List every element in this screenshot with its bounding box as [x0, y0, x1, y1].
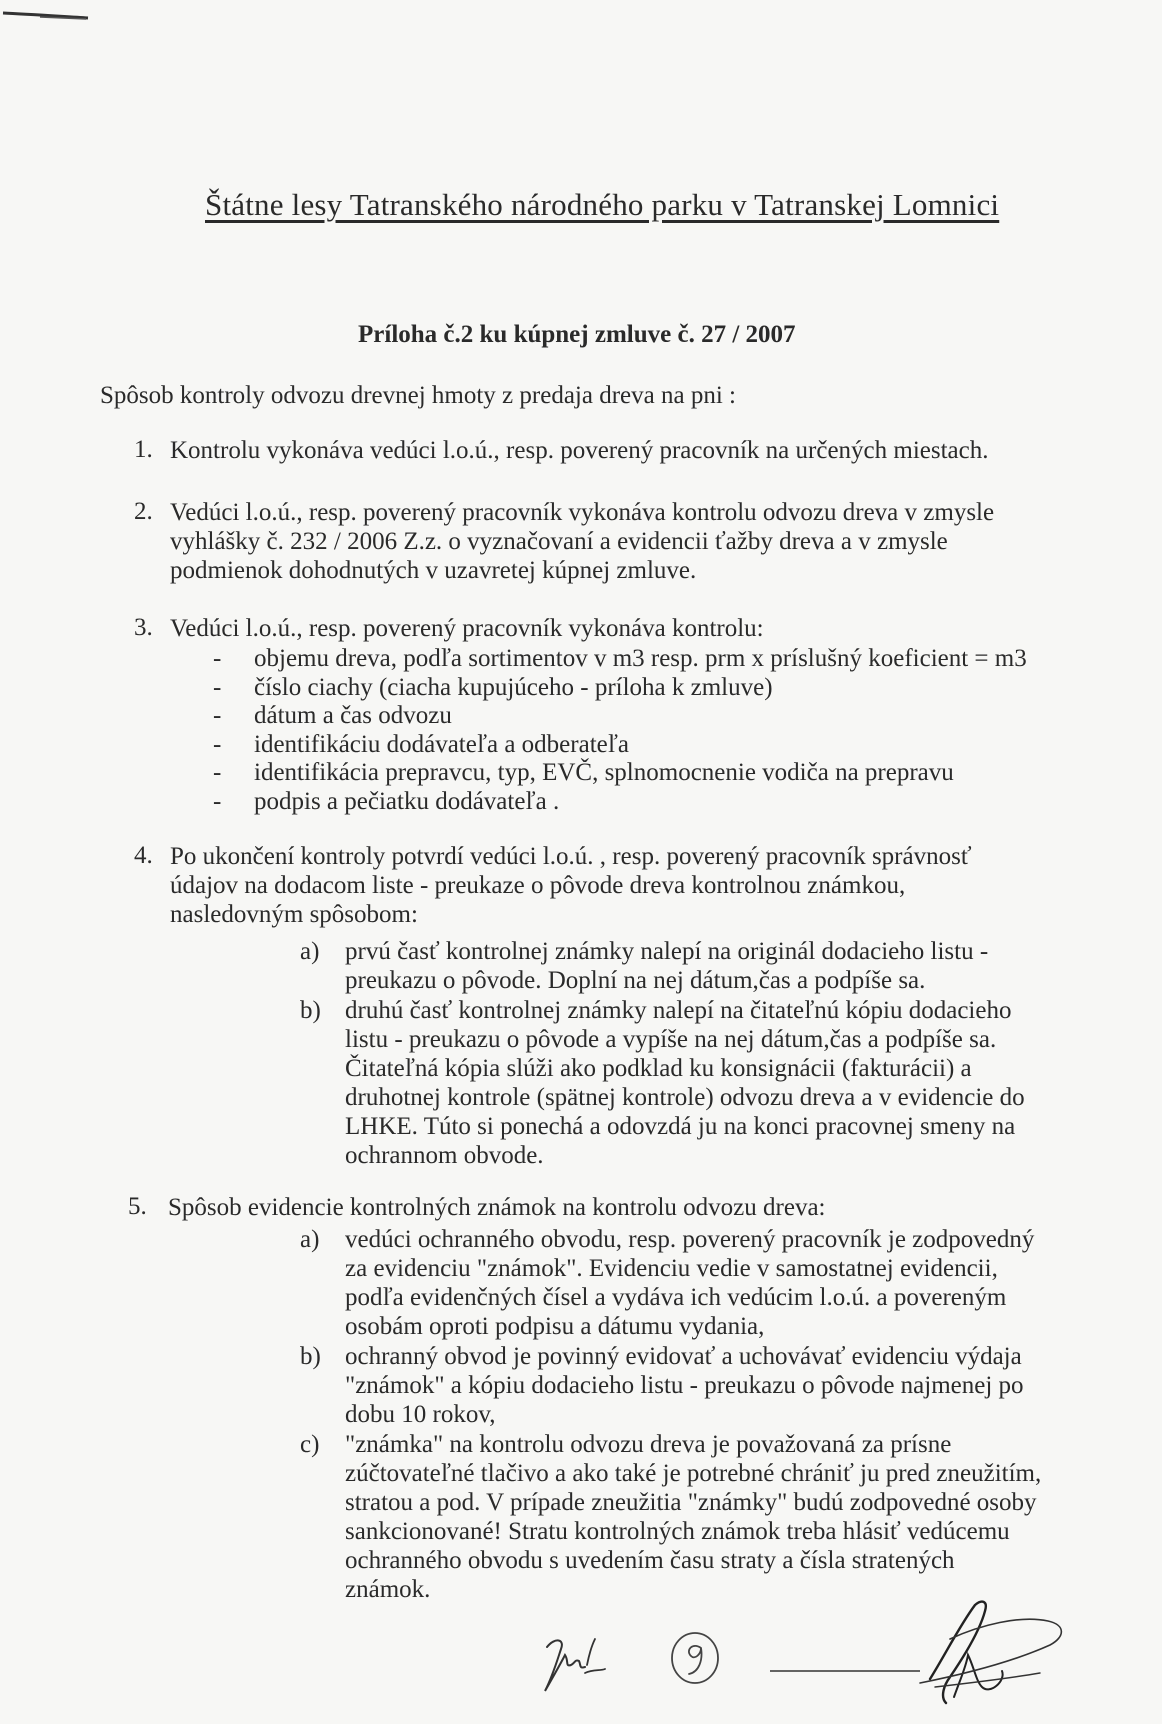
item-number: 5.: [128, 1193, 147, 1220]
sub-item-a: [300, 937, 1025, 995]
sub-item-line: zúčtovateľné tlačivo a ako také je potrebné chrániť ju pred zneužitím,: [345, 1460, 1042, 1487]
item-text-line: Po ukončení kontroly potvrdí vedúci l.o.ú. , resp. poverený pracovník správnosť: [170, 843, 972, 870]
sub-item-line: druhú časť kontrolnej známky nalepí na čitateľnú kópiu dodacieho: [345, 997, 1012, 1024]
sub-item-line: stratou a pod. V prípade zneužitia "známky" budú zodpovedné osoby: [345, 1489, 1037, 1516]
list-item: - dátum a čas odvozu: [213, 702, 452, 729]
sub-item-line: za evidenciu "známok". Evidenciu vedie v samostatnej evidencii,: [345, 1255, 998, 1282]
sub-item-line: ochrannom obvode.: [345, 1142, 544, 1169]
list-item: - objemu dreva, podľa sortimentov v m3 resp. prm x príslušný koeficient = m3: [213, 645, 1027, 672]
sub-item-line: ochranného obvodu s uvedením času straty a čísla stratených: [345, 1547, 955, 1574]
sub-item-line: sankcionované! Stratu kontrolných známok treba hlásiť vedúcemu: [345, 1518, 1010, 1545]
item-text-line: vyhlášky č. 232 / 2006 Z.z. o vyznačovaní a evidencii ťažby dreva a v zmysle: [170, 528, 948, 555]
sub-item-line: prvú časť kontrolnej známky nalepí na originál dodacieho listu -: [345, 938, 989, 965]
sub-item-letter: a): [300, 1226, 320, 1253]
item-text-line: podmienok dohodnutých v uzavretej kúpnej zmluve.: [170, 557, 697, 584]
sub-item-line: ochranný obvod je povinný evidovať a uchovávať evidenciu výdaja: [345, 1343, 1022, 1370]
sub-item-line: "známok" a kópiu dodacieho listu - preukazu o pôvode najmenej po: [345, 1372, 1024, 1399]
item-number: 2.: [134, 498, 153, 525]
sub-item-c: [300, 1430, 1041, 1604]
item-text-line: Vedúci l.o.ú., resp. poverený pracovník vykonáva kontrolu:: [170, 615, 764, 642]
intro-text: Spôsob kontroly odvozu drevnej hmoty z predaja dreva na pni :: [100, 382, 736, 409]
list-item: - identifikáciu dodávateľa a odberateľa: [213, 730, 629, 758]
sub-item-line: známok.: [345, 1576, 431, 1603]
scan-mark-icon: [0, 0, 110, 30]
sub-item-line: listu - preukazu o pôvode a vypíše na nej dátum,čas a podpíše sa.: [345, 1026, 997, 1053]
sub-list: [300, 1225, 1041, 1604]
sub-item-letter: c): [300, 1431, 320, 1458]
sub-item-line: osobám oproti podpisu a dátumu vydania,: [345, 1313, 765, 1340]
item-text-line: nasledovným spôsobom:: [170, 901, 418, 928]
criteria-list: [213, 645, 1027, 816]
item-text-line: Spôsob evidencie kontrolných známok na kontrolu odvozu dreva:: [168, 1194, 826, 1221]
handwritten-signature-icon: [770, 1585, 1070, 1715]
page-heading: Štátne lesy Tatranského národného parku v Tatranskej Lomnici: [205, 187, 1000, 222]
sub-item-line: druhotnej kontrole (spätnej kontrole) odvozu dreva a v evidencie do: [345, 1084, 1025, 1111]
sub-item-line: vedúci ochranného obvodu, resp. poverený pracovník je zodpovedný: [345, 1226, 1035, 1253]
item-number: 4.: [134, 842, 153, 869]
sub-item-line: "známka" na kontrolu odvozu dreva je považovaná za prísne: [345, 1431, 952, 1458]
sub-item-letter: b): [300, 997, 321, 1024]
sub-item-line: Čitateľná kópia slúži ako podklad ku konsignácii (fakturácii) a: [345, 1055, 972, 1082]
sub-item-letter: b): [300, 1343, 321, 1370]
item-number: 1.: [134, 436, 153, 463]
circled-page-number-icon: [665, 1628, 725, 1688]
sub-item-letter: a): [300, 938, 320, 965]
list-item: - identifikácia prepravcu, typ, EVČ, splnomocnenie vodiča na prepravu: [213, 759, 954, 786]
sub-item-b: [300, 1342, 1041, 1429]
item-number: 3.: [134, 614, 153, 641]
sub-list: [300, 937, 1025, 1170]
sub-item-line: dobu 10 rokov,: [345, 1401, 496, 1428]
handwritten-initials-icon: [535, 1625, 615, 1705]
list-item: - podpis a pečiatku dodávateľa .: [213, 787, 560, 815]
list-item: - číslo ciachy (ciacha kupujúceho - príloha k zmluve): [213, 673, 773, 701]
item-text-line: údajov na dodacom liste - preukaze o pôvode dreva kontrolnou známkou,: [170, 872, 906, 899]
item-text-line: Vedúci l.o.ú., resp. poverený pracovník vykonáva kontrolu odvozu dreva v zmysle: [170, 499, 995, 526]
item-text-line: Kontrolu vykonáva vedúci l.o.ú., resp. poverený pracovník na určených miestach.: [170, 437, 989, 464]
sub-item-line: preukazu o pôvode. Doplní na nej dátum,čas a podpíše sa.: [345, 967, 926, 994]
annex-title: Príloha č.2 ku kúpnej zmluve č. 27 / 2007: [358, 321, 796, 348]
sub-item-a: [300, 1225, 1041, 1341]
sub-item-b: [300, 996, 1025, 1170]
sub-item-line: podľa evidenčných čísel a vydáva ich vedúcim l.o.ú. a povereným: [345, 1284, 1007, 1311]
sub-item-line: LHKE. Túto si ponechá a odovzdá ju na konci pracovnej smeny na: [345, 1113, 1016, 1140]
